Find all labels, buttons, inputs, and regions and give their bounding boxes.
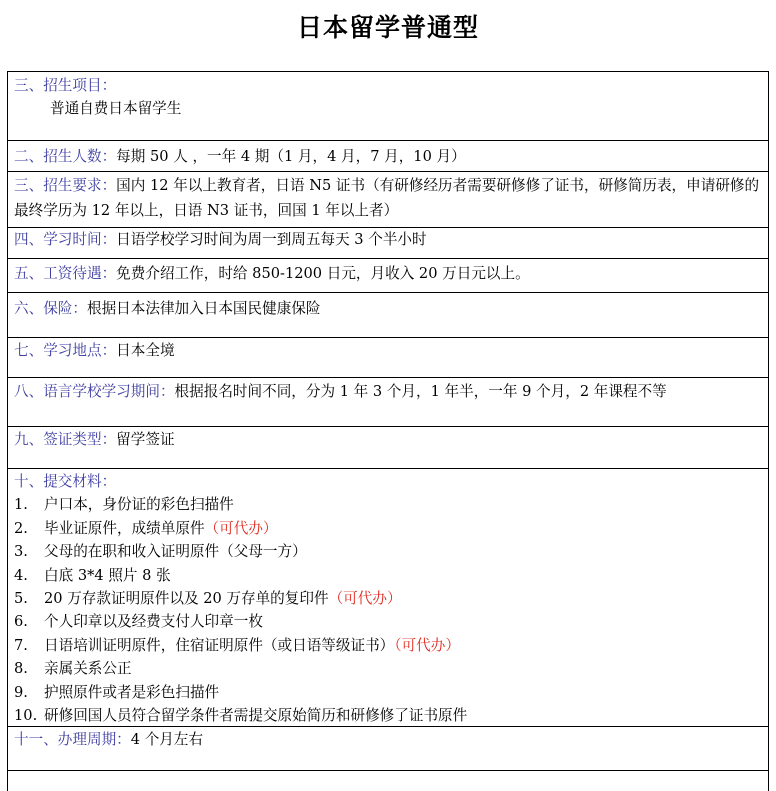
table-row [8,727,768,771]
list-item: 3. 父母的在职和收入证明原件（父母一方） [14,543,307,561]
list-item: 7. 日语培训证明原件，住宿证明原件（或日语等级证书）（可代办） [14,636,460,654]
list-item: 4. 白底 3*4 照片 8 张 [14,566,171,584]
list-item: 6. 个人印章以及经费支付人印章一枚 [14,613,263,631]
table-row [8,228,768,259]
row-content: 留学签证 [116,431,175,448]
row-label: 十、提交材料： [14,473,117,490]
row-content: 普通自费日本留学生 [50,100,182,117]
row-content: 根据日本法律加入日本国民健康保险 [86,300,321,317]
row-label: 二、招生人数： [14,148,117,165]
list-item: 1. 户口本，身份证的彩色扫描件 [14,496,234,514]
table-row [8,141,768,172]
row-label: 九、签证类型： [14,431,117,448]
list-item: 8. 亲属关系公正 [14,660,132,678]
row-label: 三、招生要求： [14,177,117,194]
table-row [8,427,768,469]
table-row-materials [8,469,768,727]
row-content: 国内 12 年以上教育者，日语 N5 证书（有研修经历者需要研修修了证书，研修简历表，申请研修的最终学历为 12 年以上，日语 N3 证书，回国 1 年以上者） [14,177,760,219]
info-table [7,71,769,791]
table-row [8,378,768,427]
row-content: 4 个月左右 [130,731,204,748]
table-row [8,338,768,378]
row-content: 根据报名时间不同，分为 1 年 3 个月，1 年半，一年 9 个月，2 年课程不等 [174,383,667,400]
row-label: 四、学习时间： [14,231,117,248]
row-content: 免费介绍工作，时给 850-1200 日元，月收入 20 万日元以上。 [116,265,530,282]
row-content: 每期 50 人 ，一年 4 期（1 月，4 月，7 月，10 月） [116,148,466,165]
list-item: 9. 护照原件或者是彩色扫描件 [14,683,220,701]
row-label: 七、学习地点： [14,342,117,359]
list-item: 2. 毕业证原件，成绩单原件（可代办） [14,519,278,537]
table-row [8,293,768,338]
table-row [8,259,768,293]
row-label: 六、保险： [14,300,87,317]
table-row [8,72,768,141]
row-label: 三、招生项目： [14,77,117,94]
row-label: 五、工资待遇： [14,265,117,282]
row-content: 日语学校学习时间为周一到周五每天 3 个半小时 [116,231,427,248]
row-content: 日本全境 [116,342,175,359]
row-label: 十一、办理周期： [14,731,131,748]
row-label: 八、语言学校学习期间： [14,383,175,400]
table-row [8,172,768,228]
list-item: 10. 研修回国人员符合留学条件者需提交原始简历和研修修了证书原件 [14,707,468,725]
document-title: 日本留学普通型 [296,13,479,42]
list-item: 5. 20 万存款证明原件以及 20 万存单的复印件（可代办） [14,590,402,608]
